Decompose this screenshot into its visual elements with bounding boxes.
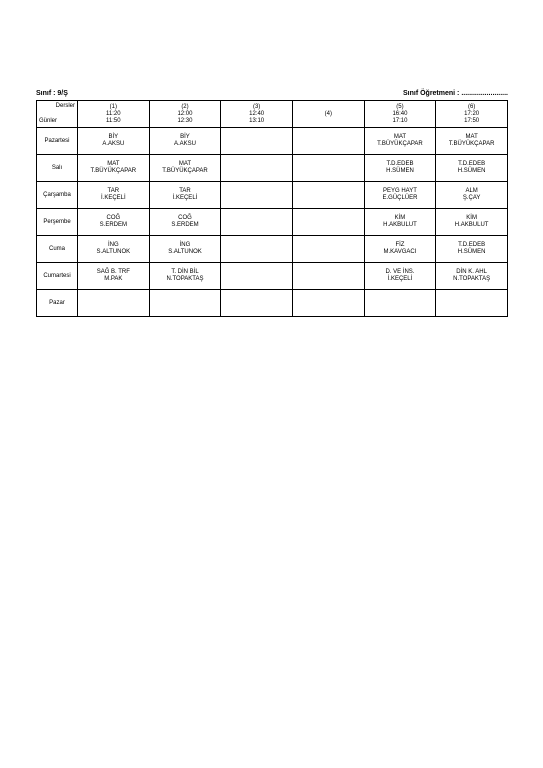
period-num: (2) xyxy=(181,103,189,110)
lesson-cell xyxy=(149,236,221,263)
lesson-cell xyxy=(292,290,364,317)
lesson-teacher: S.ALTUNOK xyxy=(96,249,131,255)
lesson-subject: DİN K. AHL xyxy=(456,269,487,275)
lesson-subject: MAT xyxy=(178,161,192,167)
period-num: (6) xyxy=(467,103,476,110)
period-num: (5) xyxy=(396,103,404,110)
period-start: 12:40 xyxy=(249,110,265,117)
lesson-teacher: N.TOPAKTAŞ xyxy=(166,276,204,282)
lesson-cell xyxy=(149,182,221,209)
lesson-subject: İNG xyxy=(107,242,119,248)
lesson-teacher: M.PAK xyxy=(104,276,123,282)
lesson-teacher: E.GÜÇLÜER xyxy=(382,195,418,201)
period-header-2 xyxy=(149,101,221,128)
table-row xyxy=(37,290,508,317)
lesson-teacher: Ş.ÇAY xyxy=(462,195,481,201)
table-row xyxy=(37,155,508,182)
lesson-subject: TAR xyxy=(179,188,191,194)
lesson-cell xyxy=(364,290,436,317)
lesson-subject: MAT xyxy=(465,134,478,140)
lesson-teacher: H.SÜMEN xyxy=(457,249,486,255)
day-name: Salı xyxy=(37,155,78,182)
lesson-cell xyxy=(149,263,221,290)
period-start: 11:20 xyxy=(106,110,121,117)
lesson-subject: TAR xyxy=(107,188,120,194)
lesson-teacher: S.ERDEM xyxy=(99,222,127,228)
day-name: Çarşamba xyxy=(37,182,78,209)
lesson-teacher: İ.KEÇELİ xyxy=(387,276,413,282)
class-label: Sınıf : 9/Ş xyxy=(36,90,68,97)
lesson-subject: T.D.EDEB xyxy=(458,242,486,248)
period-start: 12:00 xyxy=(177,110,193,117)
period-num: (4) xyxy=(324,110,332,117)
lesson-cell xyxy=(78,290,150,317)
table-row xyxy=(37,236,508,263)
lesson-subject: COĞ xyxy=(178,215,192,221)
lesson-cell xyxy=(436,128,508,155)
lesson-subject: MAT xyxy=(107,161,120,167)
lesson-cell xyxy=(436,290,508,317)
period-start: 17:20 xyxy=(464,110,480,117)
lesson-teacher: İ.KEÇELİ xyxy=(100,195,126,201)
lesson-teacher: T.BÜYÜKÇAPAR xyxy=(448,141,495,147)
period-header-5 xyxy=(364,101,436,128)
lesson-subject: KİM xyxy=(394,215,406,221)
lesson-subject: PEYG HAYT xyxy=(383,188,417,194)
lesson-cell xyxy=(364,236,436,263)
lesson-cell xyxy=(149,209,221,236)
lesson-subject: T. DİN BİL xyxy=(171,269,199,275)
lesson-teacher: A.AKSU xyxy=(173,141,196,147)
lesson-cell xyxy=(436,155,508,182)
lesson-subject: FİZ xyxy=(395,242,405,248)
lesson-subject: MAT xyxy=(393,134,407,140)
lesson-cell xyxy=(221,236,293,263)
day-name: Pazar xyxy=(37,290,78,317)
lesson-cell xyxy=(221,209,293,236)
lesson-subject: SAĞ B. TRF xyxy=(96,269,130,275)
period-num: (1) xyxy=(109,103,117,110)
lesson-cell xyxy=(221,290,293,317)
lesson-teacher: T.BÜYÜKÇAPAR xyxy=(377,141,423,147)
lesson-subject: BİY xyxy=(180,134,190,140)
lesson-cell xyxy=(149,128,221,155)
lesson-subject: KİM xyxy=(466,215,477,221)
lesson-cell xyxy=(436,263,508,290)
lesson-cell xyxy=(364,182,436,209)
lesson-cell xyxy=(78,209,150,236)
table-row xyxy=(37,209,508,236)
lesson-teacher: H.SÜMEN xyxy=(457,168,486,174)
table-row xyxy=(37,182,508,209)
lesson-cell xyxy=(436,209,508,236)
lesson-teacher: N.TOPAKTAŞ xyxy=(453,276,491,282)
lesson-cell xyxy=(364,128,436,155)
day-name: Cumartesi xyxy=(37,263,78,290)
corner-days-label: Günler xyxy=(39,118,58,124)
lesson-cell xyxy=(436,182,508,209)
lesson-cell xyxy=(364,209,436,236)
lesson-cell xyxy=(78,155,150,182)
period-header-row xyxy=(37,101,508,128)
lesson-teacher: T.BÜYÜKÇAPAR xyxy=(90,168,137,174)
lesson-cell xyxy=(78,263,150,290)
period-header-4 xyxy=(292,101,364,128)
lesson-teacher: H.SÜMEN xyxy=(386,168,414,174)
corner-lessons-label: Dersler xyxy=(55,103,75,109)
corner-cell xyxy=(37,101,78,128)
lesson-teacher: A.AKSU xyxy=(102,141,125,147)
lesson-cell xyxy=(221,263,293,290)
lesson-subject: T.D.EDEB xyxy=(386,161,414,167)
lesson-teacher: H.AKBULUT xyxy=(454,222,489,228)
period-end: 13:10 xyxy=(249,117,265,124)
period-header-6 xyxy=(436,101,508,128)
lesson-cell xyxy=(221,182,293,209)
day-name: Cuma xyxy=(37,236,78,263)
lesson-subject: İNG xyxy=(179,242,191,248)
lesson-cell xyxy=(149,290,221,317)
lesson-cell xyxy=(364,155,436,182)
table-row xyxy=(37,128,508,155)
day-name: Perşembe xyxy=(37,209,78,236)
lesson-cell xyxy=(436,236,508,263)
lesson-cell xyxy=(292,236,364,263)
lesson-cell xyxy=(78,128,150,155)
lesson-subject: COĞ xyxy=(106,215,121,221)
lesson-teacher: İ.KEÇELİ xyxy=(172,195,198,201)
lesson-cell xyxy=(149,155,221,182)
lesson-cell xyxy=(78,182,150,209)
period-header-1 xyxy=(78,101,150,128)
lesson-teacher: S.ERDEM xyxy=(171,222,199,228)
timetable xyxy=(36,100,508,317)
period-num: (3) xyxy=(252,103,261,110)
lesson-cell xyxy=(292,263,364,290)
lesson-cell xyxy=(292,209,364,236)
period-end: 17:10 xyxy=(392,117,408,124)
period-end: 11:50 xyxy=(106,117,121,124)
lesson-cell xyxy=(292,155,364,182)
lesson-teacher: S.ALTUNOK xyxy=(168,249,202,255)
lesson-cell xyxy=(221,128,293,155)
lesson-teacher: T.BÜYÜKÇAPAR xyxy=(162,168,208,174)
class-teacher-label: Sınıf Öğretmeni : ........................ xyxy=(402,90,508,97)
period-header-3 xyxy=(221,101,293,128)
lesson-subject: D. VE İNS. xyxy=(385,269,415,275)
period-start: 16:40 xyxy=(392,110,408,117)
lesson-teacher: H.AKBULUT xyxy=(383,222,417,228)
lesson-cell xyxy=(292,128,364,155)
lesson-subject: BİY xyxy=(108,134,119,140)
lesson-cell xyxy=(78,236,150,263)
period-end: 12:30 xyxy=(177,117,193,124)
lesson-cell xyxy=(292,182,364,209)
lesson-teacher: M.KAVGACI xyxy=(383,249,417,255)
day-name: Pazartesi xyxy=(37,128,78,155)
lesson-cell xyxy=(221,155,293,182)
lesson-cell xyxy=(364,263,436,290)
schedule-header xyxy=(36,90,508,100)
lesson-subject: T.D.EDEB xyxy=(458,161,486,167)
table-row xyxy=(37,263,508,290)
lesson-subject: ALM xyxy=(465,188,478,194)
period-end: 17:50 xyxy=(464,117,480,124)
